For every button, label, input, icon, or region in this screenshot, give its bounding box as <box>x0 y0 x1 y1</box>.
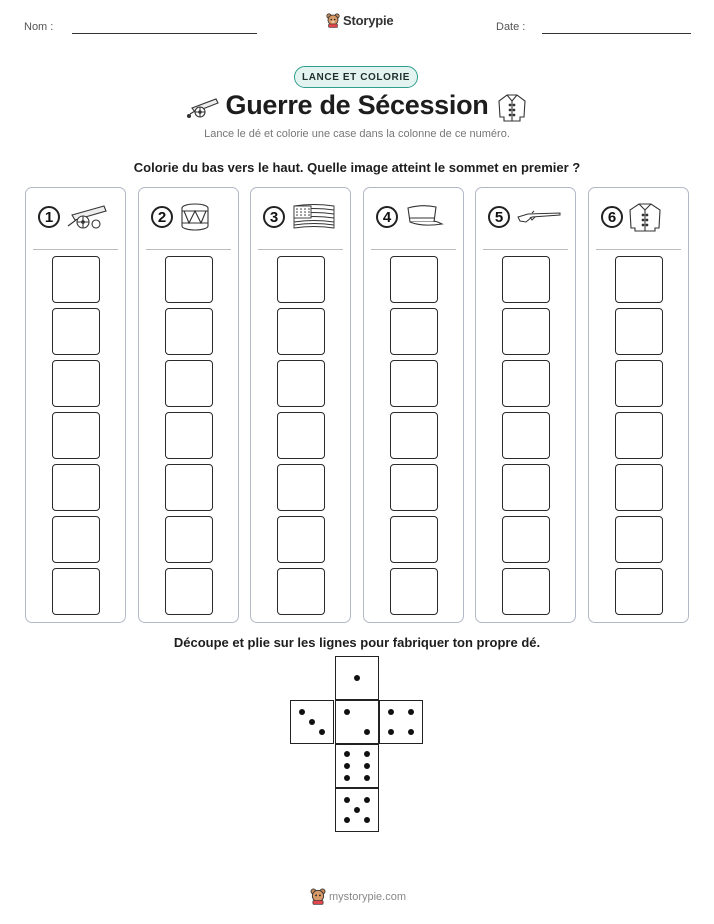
color-box[interactable] <box>165 464 213 511</box>
die-pip <box>344 709 350 715</box>
color-box[interactable] <box>615 308 663 355</box>
color-box[interactable] <box>277 516 325 563</box>
kepi-cap-icon <box>404 202 450 232</box>
die-pip <box>364 763 370 769</box>
color-box[interactable] <box>52 412 100 459</box>
column-number: 4 <box>376 206 398 228</box>
die-face-6 <box>335 744 379 788</box>
die-pip <box>299 709 305 715</box>
color-box[interactable] <box>52 464 100 511</box>
color-box[interactable] <box>502 360 550 407</box>
color-box[interactable] <box>502 412 550 459</box>
color-box[interactable] <box>277 464 325 511</box>
date-label: Date : <box>496 21 526 33</box>
die-pip <box>344 797 350 803</box>
color-box[interactable] <box>502 256 550 303</box>
color-box[interactable] <box>165 256 213 303</box>
color-box[interactable] <box>390 568 438 615</box>
page-title: Guerre de Sécession <box>225 90 489 120</box>
color-box[interactable] <box>615 516 663 563</box>
column-number: 5 <box>488 206 510 228</box>
die-face-3 <box>290 700 334 744</box>
color-box[interactable] <box>52 516 100 563</box>
brand-name: Storypie <box>343 13 394 28</box>
color-box[interactable] <box>502 308 550 355</box>
color-box[interactable] <box>615 464 663 511</box>
die-face-4 <box>379 700 423 744</box>
color-box[interactable] <box>390 308 438 355</box>
musket-icon <box>516 202 562 232</box>
bear-mascot-icon <box>310 888 326 905</box>
cut-instruction: Découpe et plie sur les lignes pour fabriquer ton propre dé. <box>173 635 541 650</box>
column-divider <box>371 249 456 250</box>
die-face-1 <box>335 656 379 700</box>
footer <box>310 888 406 905</box>
color-box[interactable] <box>165 516 213 563</box>
military-jacket-icon <box>629 202 675 232</box>
color-box[interactable] <box>390 412 438 459</box>
column-5 <box>475 187 576 623</box>
die-pip <box>344 751 350 757</box>
column-number: 6 <box>601 206 623 228</box>
die-pip <box>319 729 325 735</box>
column-3 <box>250 187 351 623</box>
color-box[interactable] <box>52 568 100 615</box>
color-box[interactable] <box>165 308 213 355</box>
color-box[interactable] <box>615 360 663 407</box>
die-pip <box>408 709 414 715</box>
color-box[interactable] <box>52 256 100 303</box>
name-label: Nom : <box>24 21 54 33</box>
instruction: Colorie du bas vers le haut. Quelle image atteint le sommet en premier ? <box>133 160 581 175</box>
color-box[interactable] <box>502 516 550 563</box>
date-line[interactable] <box>542 33 691 34</box>
color-box[interactable] <box>502 568 550 615</box>
die-pip <box>364 729 370 735</box>
column-divider <box>596 249 681 250</box>
column-divider <box>146 249 231 250</box>
die-pip <box>364 797 370 803</box>
color-box[interactable] <box>615 568 663 615</box>
die-pip <box>354 675 360 681</box>
column-1 <box>25 187 126 623</box>
color-box[interactable] <box>165 568 213 615</box>
die-pip <box>309 719 315 725</box>
color-box[interactable] <box>277 360 325 407</box>
military-jacket-icon <box>496 93 528 123</box>
die-pip <box>364 817 370 823</box>
color-box[interactable] <box>502 464 550 511</box>
name-line[interactable] <box>72 33 257 34</box>
die-face-2 <box>335 700 379 744</box>
drum-icon <box>179 202 225 232</box>
column-2 <box>138 187 239 623</box>
die-net <box>290 656 424 836</box>
die-pip <box>344 817 350 823</box>
die-pip <box>364 751 370 757</box>
column-divider <box>483 249 568 250</box>
die-pip <box>388 729 394 735</box>
color-box[interactable] <box>390 516 438 563</box>
color-box[interactable] <box>277 568 325 615</box>
activity-badge: LANCE ET COLORIE <box>294 66 418 88</box>
color-box[interactable] <box>165 360 213 407</box>
column-4 <box>363 187 464 623</box>
column-number: 3 <box>263 206 285 228</box>
die-pip <box>354 807 360 813</box>
color-box[interactable] <box>52 360 100 407</box>
cannon-icon <box>66 202 112 232</box>
die-pip <box>364 775 370 781</box>
color-box[interactable] <box>615 412 663 459</box>
color-box[interactable] <box>52 308 100 355</box>
color-box[interactable] <box>615 256 663 303</box>
die-pip <box>344 775 350 781</box>
column-divider <box>258 249 343 250</box>
column-divider <box>33 249 118 250</box>
american-flag-icon <box>291 202 337 232</box>
color-box[interactable] <box>277 256 325 303</box>
die-pip <box>388 709 394 715</box>
color-box[interactable] <box>390 464 438 511</box>
color-box[interactable] <box>277 308 325 355</box>
column-number: 1 <box>38 206 60 228</box>
die-face-5 <box>335 788 379 832</box>
subtitle: Lance le dé et colorie une case dans la colonne de ce numéro. <box>204 128 510 140</box>
color-box[interactable] <box>390 360 438 407</box>
die-pip <box>408 729 414 735</box>
column-6 <box>588 187 689 623</box>
brand-logo <box>326 13 393 28</box>
color-box[interactable] <box>390 256 438 303</box>
column-number: 2 <box>151 206 173 228</box>
die-pip <box>344 763 350 769</box>
color-box[interactable] <box>165 412 213 459</box>
footer-url[interactable]: mystorypie.com <box>329 890 407 903</box>
color-box[interactable] <box>277 412 325 459</box>
bear-mascot-icon <box>326 13 340 28</box>
